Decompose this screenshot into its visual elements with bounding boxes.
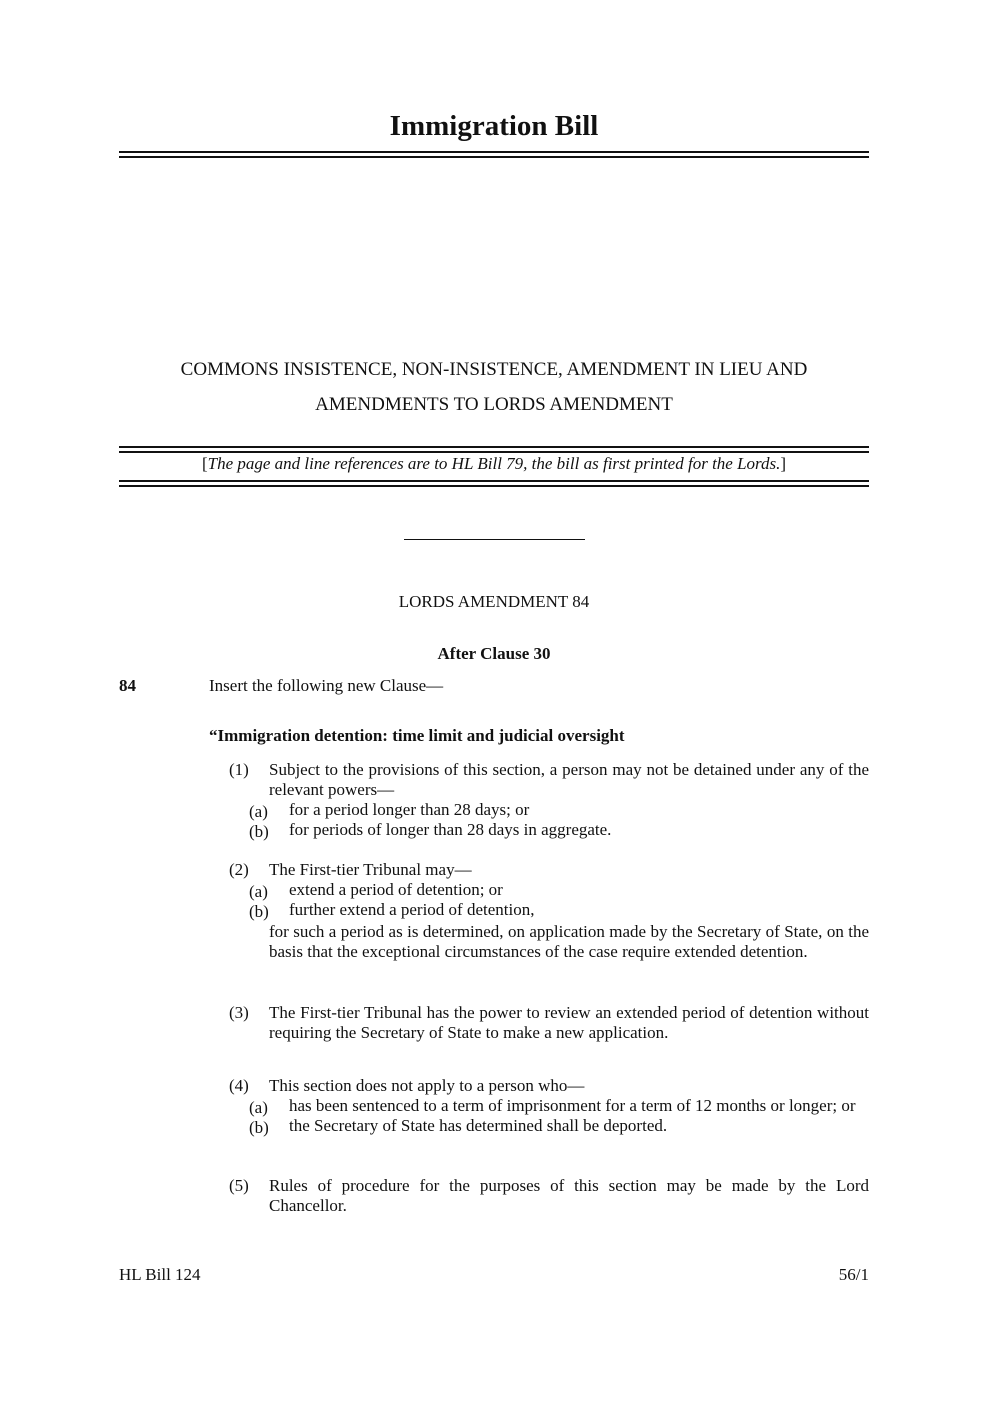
paragraph-a xyxy=(229,1096,869,1116)
paragraph-label: (a) xyxy=(249,882,268,901)
subsection-3 xyxy=(229,1003,869,1043)
paragraph-text: extend a period of detention; or xyxy=(289,880,503,899)
footer-page-reference: 56/1 xyxy=(838,1265,869,1284)
subsection-2 xyxy=(229,860,869,962)
reference-note-text: The page and line references are to HL Bill 79, the bill as first printed for the Lords. xyxy=(207,454,781,473)
amendment-number: 84 xyxy=(119,676,136,695)
paragraph-a xyxy=(229,880,869,900)
paragraph-b xyxy=(229,1116,869,1136)
subtitle-line-1: COMMONS INSISTENCE, NON-INSISTENCE, AMENDMENT IN LIEU AND xyxy=(180,359,808,380)
paragraph-text: the Secretary of State has determined shall be deported. xyxy=(289,1116,668,1135)
paragraph-text: further extend a period of detention, xyxy=(289,900,535,919)
subsection-continuation: for such a period as is determined, on application made by the Secretary of State, on the basis that the exceptional circumstances of the case require extended detention. xyxy=(269,922,869,961)
subsection-text: The First-tier Tribunal may— xyxy=(269,860,472,879)
bracket-open: [ xyxy=(201,454,208,473)
paragraph-b xyxy=(229,820,869,840)
paragraph-label: (a) xyxy=(249,802,268,821)
subsection-number: (1) xyxy=(229,760,249,779)
subsection-1 xyxy=(229,760,869,840)
subsection-text: This section does not apply to a person who— xyxy=(269,1076,585,1095)
subsection-text: Rules of procedure for the purposes of this section may be made by the Lord Chancellor. xyxy=(269,1176,869,1215)
paragraph-label: (b) xyxy=(249,902,269,921)
subsection-5 xyxy=(229,1176,869,1216)
reference-top-double-rule xyxy=(119,446,869,453)
subsection-number: (5) xyxy=(229,1176,249,1195)
document-title: Immigration Bill xyxy=(389,110,599,142)
paragraph-text: has been sentenced to a term of imprisonment for a term of 12 months or longer; or xyxy=(289,1096,856,1115)
insert-instruction: Insert the following new Clause— xyxy=(209,676,444,695)
footer-bill-reference: HL Bill 124 xyxy=(119,1265,201,1284)
paragraph-label: (b) xyxy=(249,822,269,841)
paragraph-text: for periods of longer than 28 days in aggregate. xyxy=(289,820,612,839)
document-subtitle xyxy=(119,352,869,422)
subsection-text: The First-tier Tribunal has the power to review an extended period of detention without requiring the Secretary of State to make a new application. xyxy=(269,1003,869,1042)
clause-heading: After Clause 30 xyxy=(437,644,551,663)
subsection-number: (4) xyxy=(229,1076,249,1095)
paragraph-label: (b) xyxy=(249,1118,269,1137)
subsection-4 xyxy=(229,1076,869,1136)
reference-note xyxy=(119,454,869,474)
section-divider xyxy=(404,539,585,540)
title-double-rule xyxy=(119,151,869,158)
amendment-heading: LORDS AMENDMENT 84 xyxy=(398,592,590,611)
bracket-close: ] xyxy=(780,454,787,473)
paragraph-b xyxy=(229,900,869,920)
subsection-number: (2) xyxy=(229,860,249,879)
paragraph-a xyxy=(229,800,869,820)
subsection-number: (3) xyxy=(229,1003,249,1022)
paragraph-label: (a) xyxy=(249,1098,268,1117)
reference-bottom-double-rule xyxy=(119,480,869,487)
subsection-text: Subject to the provisions of this section, a person may not be detained under any of the relevant powers— xyxy=(269,760,869,799)
new-clause-title: “Immigration detention: time limit and judicial oversight xyxy=(209,726,625,745)
subtitle-line-2: AMENDMENTS TO LORDS AMENDMENT xyxy=(315,394,673,415)
paragraph-text: for a period longer than 28 days; or xyxy=(289,800,530,819)
